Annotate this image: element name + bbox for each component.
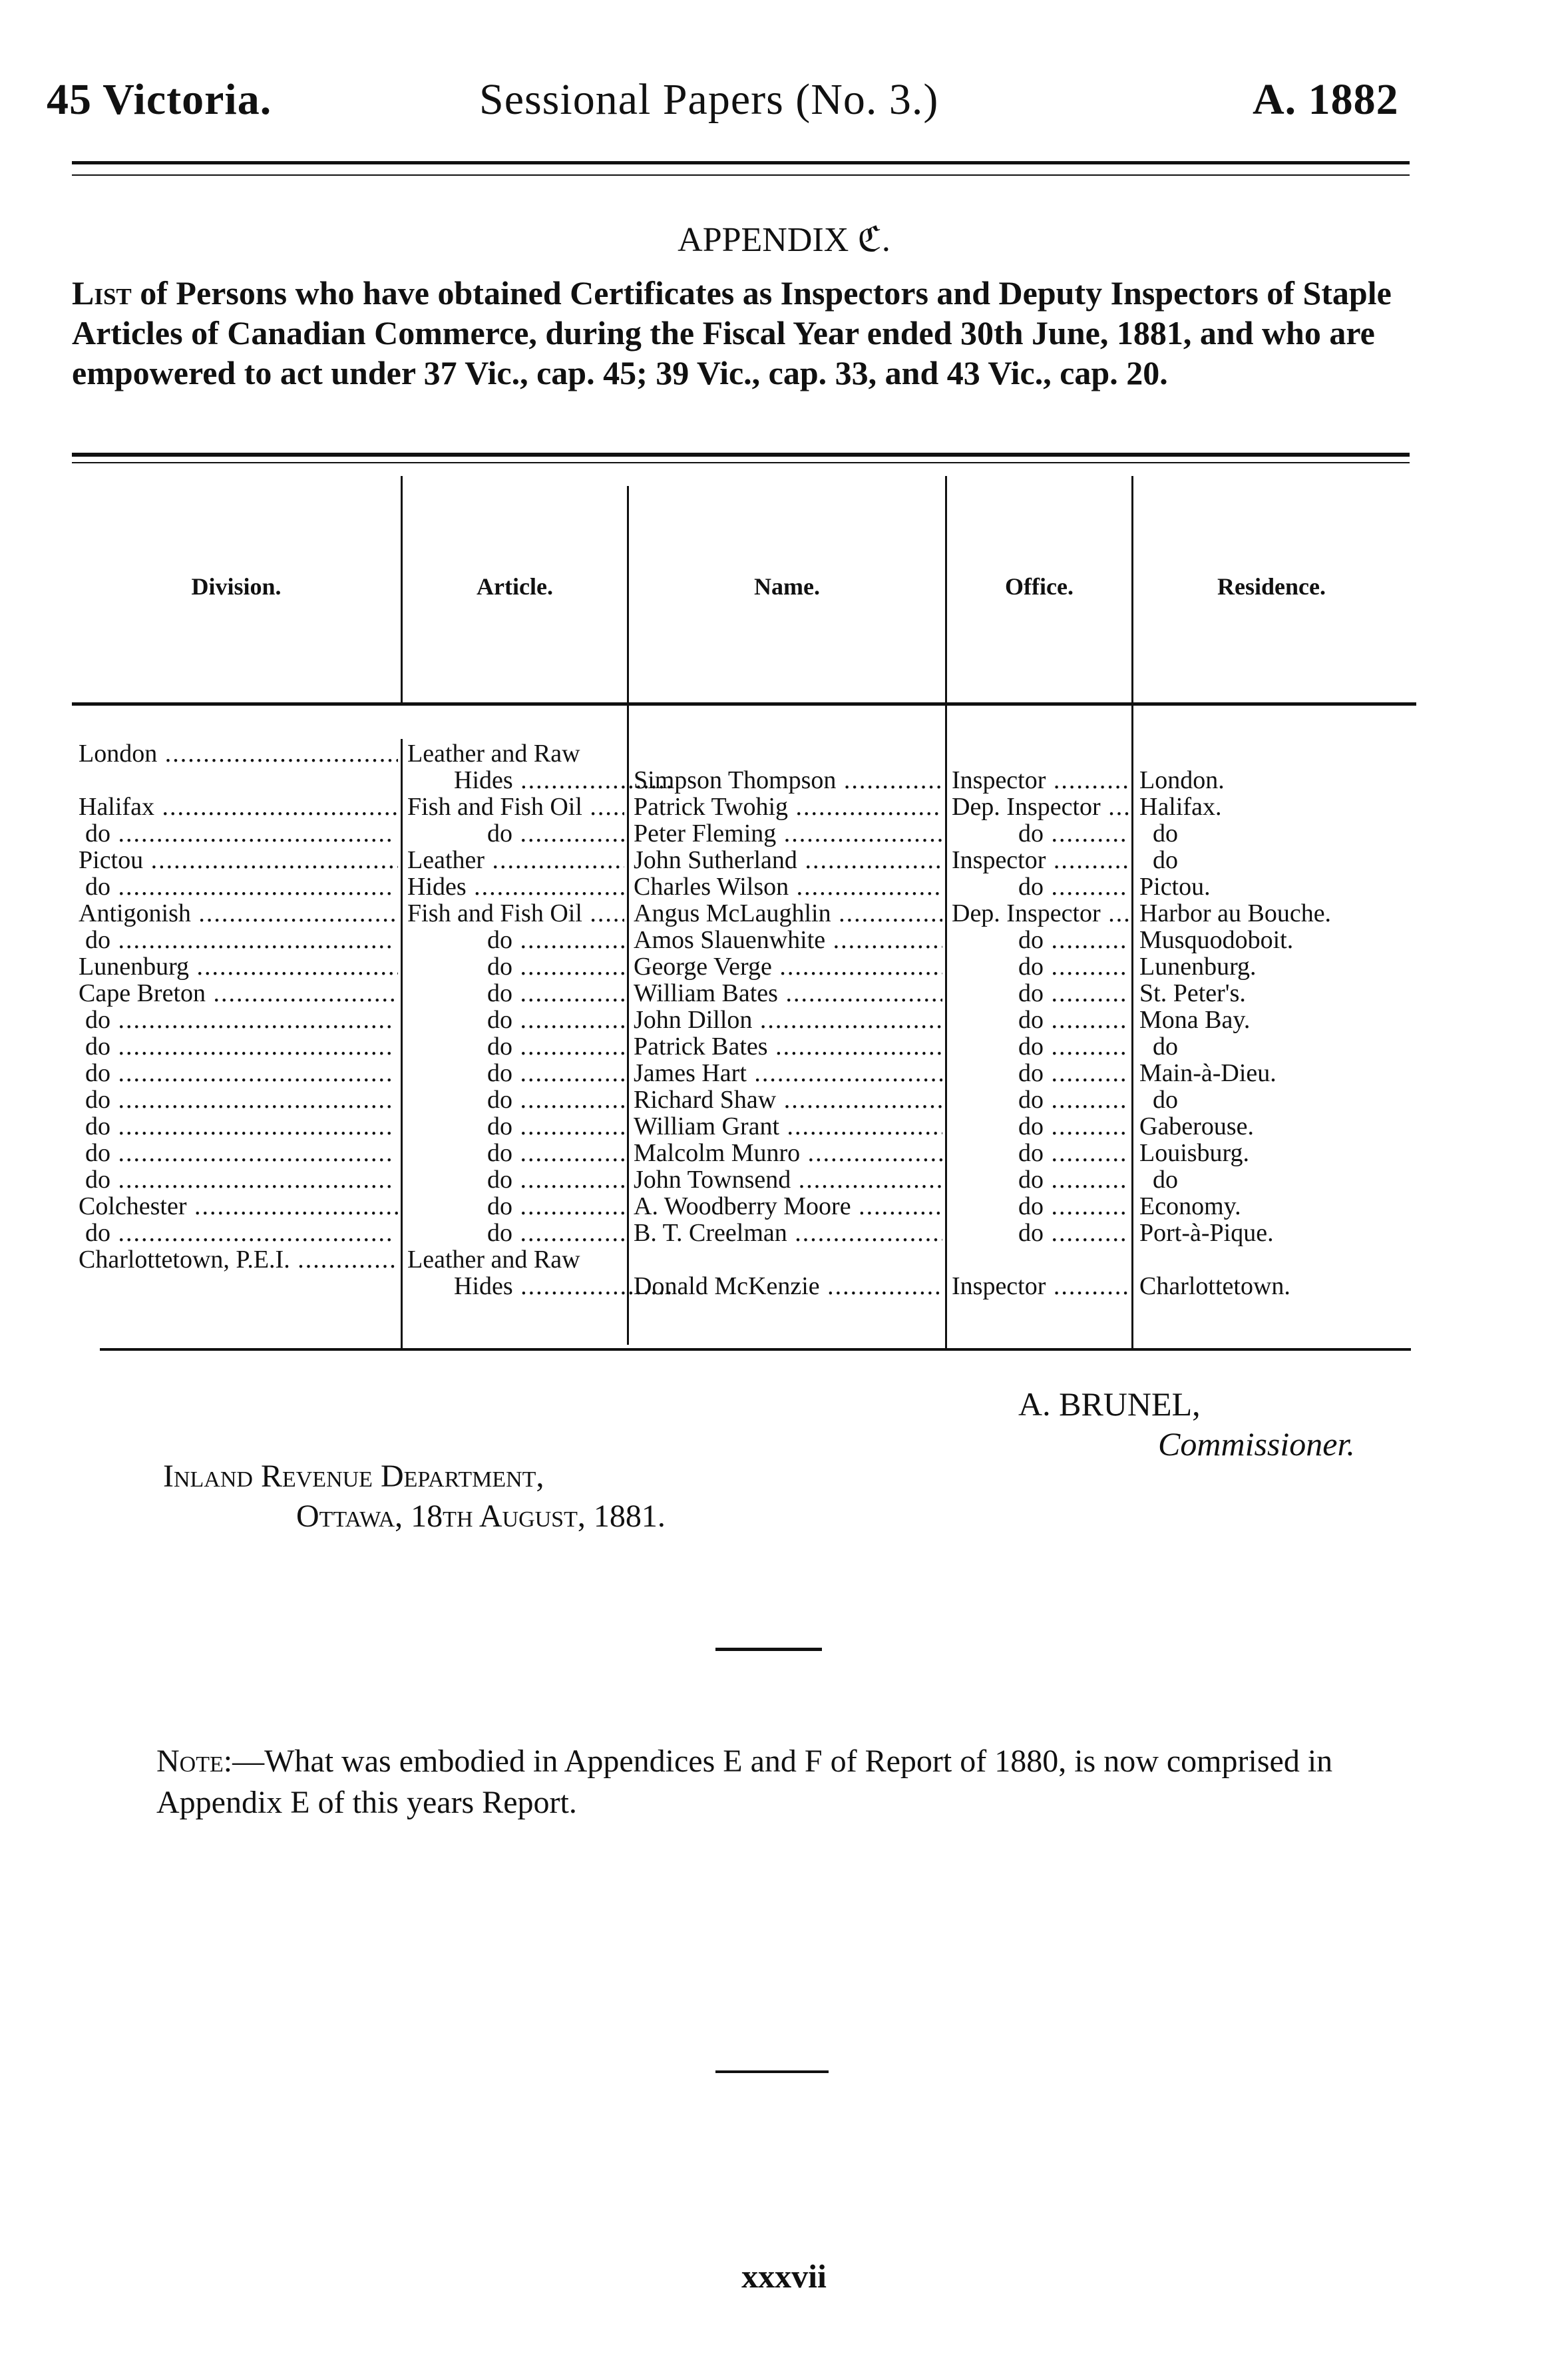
table-cell-office: do .....	[1018, 820, 1129, 847]
col-header-office: Office.	[1005, 573, 1074, 600]
table-cell-division: do .....	[85, 1166, 391, 1193]
table-row	[0, 1007, 1568, 1033]
table-row	[0, 927, 1568, 953]
table-row	[0, 794, 1568, 820]
table-row	[0, 953, 1568, 980]
table-cell-name: Donald McKenzie .....	[634, 1273, 942, 1300]
table-cell-residence: Mona Bay.	[1139, 1007, 1251, 1033]
table-cell-office: do .....	[1018, 980, 1129, 1007]
table-cell-office: do .....	[1018, 1193, 1129, 1220]
table-cell-article: do .....	[487, 1166, 624, 1193]
table-cell-division: Charlottetown, P.E.I. .....	[79, 1246, 398, 1273]
table-cell-article: do .....	[487, 1033, 624, 1060]
table-cell-name: John Dillon .....	[634, 1007, 942, 1033]
table-cell-residence: Pictou.	[1139, 873, 1211, 900]
table-cell-article: Hides .....	[454, 1273, 671, 1300]
table-cell-article: Hides .....	[454, 767, 671, 794]
table-cell-office: do .....	[1018, 1086, 1129, 1113]
table-cell-name: A. Woodberry Moore .....	[634, 1193, 942, 1220]
col-header-residence: Residence.	[1217, 573, 1326, 600]
table-row	[0, 873, 1568, 900]
table-cell-office: Inspector .....	[952, 767, 1129, 794]
table-cell-article: Leather and Raw	[407, 1246, 580, 1273]
section-divider	[715, 1648, 822, 1651]
table-cell-division: Halifax .....	[79, 794, 398, 820]
table-row	[0, 847, 1568, 873]
table-cell-article: do .....	[487, 980, 624, 1007]
table-cell-office: do .....	[1018, 873, 1129, 900]
table-cell-name: Peter Fleming .....	[634, 820, 942, 847]
table-cell-division: do .....	[85, 1007, 391, 1033]
table-cell-residence: do	[1153, 847, 1178, 873]
table-cell-office: do .....	[1018, 1166, 1129, 1193]
table-cell-residence: Lunenburg.	[1139, 953, 1257, 980]
table-header-rule	[72, 702, 1416, 706]
table-row	[0, 1060, 1568, 1086]
table-cell-article: Hides .....	[407, 873, 624, 900]
table-cell-division: do .....	[85, 1086, 391, 1113]
table-cell-residence: Louisburg.	[1139, 1140, 1250, 1166]
signature-title: Commissioner.	[1158, 1425, 1355, 1463]
table-row	[0, 1273, 1568, 1300]
table-cell-article: Leather and Raw	[407, 740, 580, 767]
table-cell-office: Inspector .....	[952, 847, 1129, 873]
table-row	[0, 1140, 1568, 1166]
table-row	[0, 900, 1568, 927]
table-cell-article: do .....	[487, 953, 624, 980]
table-row	[0, 1113, 1568, 1140]
header-title: Sessional Papers (No. 3.)	[479, 75, 939, 124]
table-cell-division: do .....	[85, 1220, 391, 1246]
table-cell-office: do .....	[1018, 953, 1129, 980]
department-location-date: Ottawa, 18th August, 1881.	[296, 1499, 666, 1534]
closing-divider	[715, 2070, 829, 2073]
table-cell-residence: Musquodoboit.	[1139, 927, 1294, 953]
header-rule-thick	[72, 161, 1410, 164]
table-row	[0, 740, 1568, 767]
table-cell-article: Leather .....	[407, 847, 624, 873]
table-cell-residence: Main-à-Dieu.	[1139, 1060, 1276, 1086]
table-cell-name: Patrick Bates .....	[634, 1033, 942, 1060]
table-cell-name: John Sutherland .....	[634, 847, 942, 873]
table-cell-name: James Hart .....	[634, 1060, 942, 1086]
table-cell-office: do .....	[1018, 1113, 1129, 1140]
note-label: Note	[156, 1744, 224, 1779]
header-year: A. 1882	[1253, 75, 1399, 124]
table-row	[0, 767, 1568, 794]
table-cell-article: do .....	[487, 1086, 624, 1113]
table-top-rule	[72, 453, 1410, 457]
table-cell-office: do .....	[1018, 1140, 1129, 1166]
col-header-division: Division.	[191, 573, 282, 600]
table-cell-residence: Economy.	[1139, 1193, 1241, 1220]
table-row	[0, 980, 1568, 1007]
intro-lead: List	[72, 274, 132, 312]
table-cell-name: Patrick Twohig .....	[634, 794, 942, 820]
table-cell-name: William Bates .....	[634, 980, 942, 1007]
col-header-name: Name.	[754, 573, 820, 600]
table-top-rule-thin	[72, 462, 1410, 463]
table-cell-name: George Verge .....	[634, 953, 942, 980]
table-cell-office: do .....	[1018, 1007, 1129, 1033]
table-cell-residence: Harbor au Bouche.	[1139, 900, 1332, 927]
table-cell-article: do .....	[487, 1113, 624, 1140]
note-paragraph	[156, 1741, 1414, 1823]
table-cell-article: do .....	[487, 1220, 624, 1246]
table-cell-name: William Grant .....	[634, 1113, 942, 1140]
table-cell-division: Pictou .....	[79, 847, 398, 873]
table-row	[0, 1086, 1568, 1113]
table-cell-article: do .....	[487, 820, 624, 847]
col-header-article: Article.	[477, 573, 553, 600]
table-cell-name: Charles Wilson .....	[634, 873, 942, 900]
header-volume: 45 Victoria.	[47, 75, 272, 124]
table-row	[0, 1246, 1568, 1273]
table-cell-name: B. T. Creelman .....	[634, 1220, 942, 1246]
table-cell-article: Fish and Fish Oil .....	[407, 794, 624, 820]
table-cell-residence: Gaberouse.	[1139, 1113, 1254, 1140]
table-cell-division: do .....	[85, 1113, 391, 1140]
table-cell-division: do .....	[85, 873, 391, 900]
intro-paragraph	[72, 273, 1416, 393]
table-cell-residence: Port-à-Pique.	[1139, 1220, 1274, 1246]
table-cell-article: do .....	[487, 1007, 624, 1033]
table-cell-residence: do	[1153, 1033, 1178, 1060]
table-cell-article: do .....	[487, 927, 624, 953]
intro-text: of Persons who have obtained Certificates as Inspectors and Deputy Inspectors of Staple Articles of Canadian Commerce, during the Fiscal Year ended 30th June, 1881, and who are empowered to act under 37 Vic., cap. 45; 39 Vic., cap. 33, and 43 Vic., cap. 20.	[72, 274, 1392, 391]
table-cell-name: Malcolm Munro .....	[634, 1140, 942, 1166]
table-cell-article: do .....	[487, 1193, 624, 1220]
table-cell-office: Dep. Inspector .....	[952, 900, 1129, 927]
table-cell-name: Angus McLaughlin .....	[634, 900, 942, 927]
table-cell-article: Fish and Fish Oil .....	[407, 900, 624, 927]
table-cell-office: do .....	[1018, 927, 1129, 953]
page-number: xxxvii	[741, 2257, 827, 2295]
table-cell-name: Amos Slauenwhite .....	[634, 927, 942, 953]
table-cell-name: Richard Shaw .....	[634, 1086, 942, 1113]
note-text: :—What was embodied in Appendices E and F of Report of 1880, is now comprised in Appendix E of this years Report.	[156, 1744, 1333, 1820]
table-cell-office: do .....	[1018, 1220, 1129, 1246]
table-cell-division: Colchester .....	[79, 1193, 398, 1220]
department-name: Inland Revenue Department,	[163, 1459, 544, 1494]
appendix-title: APPENDIX ℭ.	[678, 221, 890, 259]
signature-name: A. BRUNEL,	[1018, 1385, 1201, 1423]
table-cell-office: Dep. Inspector .....	[952, 794, 1129, 820]
table-row	[0, 820, 1568, 847]
header-rule-thin	[72, 174, 1410, 176]
table-cell-division: do .....	[85, 1140, 391, 1166]
table-cell-division: do .....	[85, 927, 391, 953]
table-cell-office: do .....	[1018, 1033, 1129, 1060]
table-cell-division: Cape Breton .....	[79, 980, 398, 1007]
table-cell-residence: Charlottetown.	[1139, 1273, 1290, 1300]
table-cell-office: do .....	[1018, 1060, 1129, 1086]
table-cell-article: do .....	[487, 1060, 624, 1086]
table-row	[0, 1033, 1568, 1060]
table-cell-residence: do	[1153, 820, 1178, 847]
table-cell-article: do .....	[487, 1140, 624, 1166]
table-row	[0, 1193, 1568, 1220]
table-cell-division: do .....	[85, 1060, 391, 1086]
table-cell-name: John Townsend .....	[634, 1166, 942, 1193]
table-cell-division: London .....	[79, 740, 398, 767]
table-cell-residence: do	[1153, 1166, 1178, 1193]
table-cell-division: Lunenburg .....	[79, 953, 398, 980]
table-bottom-rule	[100, 1348, 1411, 1351]
table-cell-residence: Halifax.	[1139, 794, 1222, 820]
table-cell-residence: St. Peter's.	[1139, 980, 1246, 1007]
table-row	[0, 1166, 1568, 1193]
table-cell-office: Inspector .....	[952, 1273, 1129, 1300]
table-cell-residence: do	[1153, 1086, 1178, 1113]
table-cell-division: do .....	[85, 1033, 391, 1060]
table-cell-division: Antigonish .....	[79, 900, 398, 927]
table-cell-residence: London.	[1139, 767, 1225, 794]
table-row	[0, 1220, 1568, 1246]
table-cell-name: Simpson Thompson .....	[634, 767, 942, 794]
table-cell-division: do .....	[85, 820, 391, 847]
